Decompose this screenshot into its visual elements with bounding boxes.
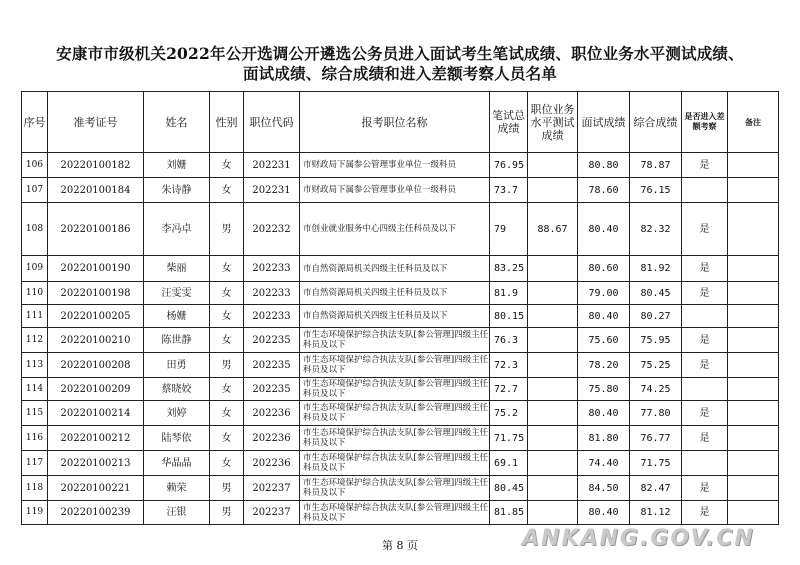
gender-cell: 男	[210, 203, 244, 256]
position-name-cell: 市生态环境保护综合执法支队[参公管理]四级主任科员及以下	[300, 451, 490, 476]
overall-score-cell: 80.27	[630, 305, 682, 328]
gender-cell: 男	[210, 476, 244, 501]
position-name-cell: 市生态环境保护综合执法支队[参公管理]四级主任科员及以下	[300, 401, 490, 426]
skill-score-cell	[528, 426, 578, 451]
table-row	[22, 451, 779, 476]
table-row	[22, 282, 779, 305]
position-name-cell: 市创业就业服务中心四级主任科员及以下	[300, 203, 490, 256]
remark-cell	[728, 426, 779, 451]
skill-score-cell	[528, 401, 578, 426]
document-title-line-1: 安康市市级机关2022年公开选调公开遴选公务员进入面试考生笔试成绩、职位业务水平测试成绩、	[56, 44, 744, 63]
remark-cell	[728, 476, 779, 501]
position-code-cell: 202232	[244, 203, 300, 256]
interview-score-cell: 80.40	[578, 501, 630, 525]
header-position-name: 报考职位名称	[300, 92, 490, 153]
skill-score-cell	[528, 501, 578, 525]
position-code-cell: 202236	[244, 451, 300, 476]
table-row	[22, 328, 779, 353]
gender-cell: 女	[210, 378, 244, 401]
name-cell: 田勇	[144, 353, 210, 378]
interview-score-cell: 80.80	[578, 153, 630, 178]
interview-score-cell: 75.80	[578, 378, 630, 401]
skill-score-cell	[528, 328, 578, 353]
enter-inspection-cell: 是	[682, 282, 728, 305]
interview-score-cell: 81.80	[578, 426, 630, 451]
name-cell: 杨姗	[144, 305, 210, 328]
table-row	[22, 476, 779, 501]
interview-score-cell: 80.40	[578, 305, 630, 328]
table-row	[22, 256, 779, 282]
interview-score-cell: 84.50	[578, 476, 630, 501]
skill-score-cell: 88.67	[528, 203, 578, 256]
interview-score-cell: 75.60	[578, 328, 630, 353]
remark-cell	[728, 501, 779, 525]
name-cell: 陈世静	[144, 328, 210, 353]
document-title-line-2: 面试成绩、综合成绩和进入差额考察人员名单	[242, 64, 557, 83]
exam-no-cell: 20220100214	[48, 401, 144, 426]
table-row	[22, 426, 779, 451]
interview-score-cell: 79.00	[578, 282, 630, 305]
gender-cell: 男	[210, 353, 244, 378]
remark-cell	[728, 178, 779, 203]
name-cell: 赖荣	[144, 476, 210, 501]
remark-cell	[728, 328, 779, 353]
gender-cell: 男	[210, 501, 244, 525]
position-name-cell: 市自然资源局机关四级主任科员及以下	[300, 305, 490, 328]
written-score-cell: 72.3	[490, 353, 528, 378]
gender-cell: 女	[210, 305, 244, 328]
skill-score-cell	[528, 282, 578, 305]
header-interview-score: 面试成绩	[578, 92, 630, 153]
name-cell: 刘姗	[144, 153, 210, 178]
name-cell: 汪银	[144, 501, 210, 525]
overall-score-cell: 76.77	[630, 426, 682, 451]
remark-cell	[728, 203, 779, 256]
written-score-cell: 71.75	[490, 426, 528, 451]
site-watermark: ANKANG.GOV.CN	[522, 526, 755, 551]
gender-cell: 女	[210, 282, 244, 305]
remark-cell	[728, 378, 779, 401]
interview-score-cell: 78.20	[578, 353, 630, 378]
exam-no-cell: 20220100190	[48, 256, 144, 282]
skill-score-cell	[528, 378, 578, 401]
gender-cell: 女	[210, 153, 244, 178]
table-row	[22, 203, 779, 256]
overall-score-cell: 71.75	[630, 451, 682, 476]
exam-no-cell: 20220100182	[48, 153, 144, 178]
name-cell: 华晶晶	[144, 451, 210, 476]
written-score-cell: 73.7	[490, 178, 528, 203]
name-cell: 汪雯雯	[144, 282, 210, 305]
written-score-cell: 81.9	[490, 282, 528, 305]
results-table	[21, 91, 779, 525]
remark-cell	[728, 353, 779, 378]
overall-score-cell: 81.92	[630, 256, 682, 282]
gender-cell: 女	[210, 401, 244, 426]
seq-cell: 110	[22, 282, 48, 305]
table-row	[22, 378, 779, 401]
exam-no-cell: 20220100209	[48, 378, 144, 401]
skill-score-cell	[528, 153, 578, 178]
remark-cell	[728, 451, 779, 476]
seq-cell: 106	[22, 153, 48, 178]
header-written-score: 笔试总成绩	[490, 92, 528, 153]
enter-inspection-cell: 是	[682, 501, 728, 525]
interview-score-cell: 80.40	[578, 401, 630, 426]
written-score-cell: 72.7	[490, 378, 528, 401]
skill-score-cell	[528, 476, 578, 501]
interview-score-cell: 80.60	[578, 256, 630, 282]
position-code-cell: 202231	[244, 178, 300, 203]
skill-score-cell	[528, 178, 578, 203]
header-name: 姓名	[144, 92, 210, 153]
enter-inspection-cell	[682, 451, 728, 476]
skill-score-cell	[528, 353, 578, 378]
position-code-cell: 202233	[244, 256, 300, 282]
position-code-cell: 202233	[244, 282, 300, 305]
position-code-cell: 202235	[244, 378, 300, 401]
header-seq: 序号	[22, 92, 48, 153]
enter-inspection-cell	[682, 378, 728, 401]
exam-no-cell: 20220100212	[48, 426, 144, 451]
table-row	[22, 153, 779, 178]
exam-no-cell: 20220100239	[48, 501, 144, 525]
seq-cell: 111	[22, 305, 48, 328]
exam-no-cell: 20220100186	[48, 203, 144, 256]
remark-cell	[728, 305, 779, 328]
position-code-cell: 202235	[244, 328, 300, 353]
table-body	[22, 153, 779, 525]
enter-inspection-cell: 是	[682, 401, 728, 426]
position-code-cell: 202236	[244, 426, 300, 451]
skill-score-cell	[528, 256, 578, 282]
table-row	[22, 178, 779, 203]
position-name-cell: 市生态环境保护综合执法支队[参公管理]四级主任科员及以下	[300, 501, 490, 525]
enter-inspection-cell: 是	[682, 153, 728, 178]
page-number: 第 8 页	[382, 539, 418, 552]
exam-no-cell: 20220100208	[48, 353, 144, 378]
position-name-cell: 市自然资源局机关四级主任科员及以下	[300, 282, 490, 305]
seq-cell: 115	[22, 401, 48, 426]
header-exam-no: 准考证号	[48, 92, 144, 153]
header-remark: 备注	[728, 92, 779, 153]
skill-score-cell	[528, 305, 578, 328]
exam-no-cell: 20220100210	[48, 328, 144, 353]
seq-cell: 109	[22, 256, 48, 282]
header-overall-score: 综合成绩	[630, 92, 682, 153]
written-score-cell: 76.95	[490, 153, 528, 178]
interview-score-cell: 78.60	[578, 178, 630, 203]
overall-score-cell: 81.12	[630, 501, 682, 525]
gender-cell: 女	[210, 328, 244, 353]
position-code-cell: 202236	[244, 401, 300, 426]
name-cell: 柴丽	[144, 256, 210, 282]
overall-score-cell: 82.47	[630, 476, 682, 501]
overall-score-cell: 75.25	[630, 353, 682, 378]
position-name-cell: 市生态环境保护综合执法支队[参公管理]四级主任科员及以下	[300, 378, 490, 401]
position-name-cell: 市自然资源局机关四级主任科员及以下	[300, 256, 490, 282]
position-code-cell: 202233	[244, 305, 300, 328]
written-score-cell: 83.25	[490, 256, 528, 282]
overall-score-cell: 78.87	[630, 153, 682, 178]
table-row	[22, 401, 779, 426]
overall-score-cell: 82.32	[630, 203, 682, 256]
written-score-cell: 75.2	[490, 401, 528, 426]
enter-inspection-cell: 是	[682, 203, 728, 256]
enter-inspection-cell: 是	[682, 328, 728, 353]
seq-cell: 118	[22, 476, 48, 501]
skill-score-cell	[528, 451, 578, 476]
gender-cell: 女	[210, 178, 244, 203]
name-cell: 李冯卓	[144, 203, 210, 256]
position-name-cell: 市生态环境保护综合执法支队[参公管理]四级主任科员及以下	[300, 353, 490, 378]
position-name-cell: 市生态环境保护综合执法支队[参公管理]四级主任科员及以下	[300, 476, 490, 501]
enter-inspection-cell	[682, 305, 728, 328]
overall-score-cell: 80.45	[630, 282, 682, 305]
overall-score-cell: 75.95	[630, 328, 682, 353]
enter-inspection-cell: 是	[682, 353, 728, 378]
seq-cell: 119	[22, 501, 48, 525]
overall-score-cell: 74.25	[630, 378, 682, 401]
table-row	[22, 501, 779, 525]
exam-no-cell: 20220100198	[48, 282, 144, 305]
position-code-cell: 202235	[244, 353, 300, 378]
header-skill-score: 职位业务水平测试成绩	[528, 92, 578, 153]
enter-inspection-cell: 是	[682, 426, 728, 451]
table-header-row	[22, 92, 779, 153]
enter-inspection-cell: 是	[682, 476, 728, 501]
written-score-cell: 80.15	[490, 305, 528, 328]
enter-inspection-cell	[682, 178, 728, 203]
enter-inspection-cell: 是	[682, 256, 728, 282]
written-score-cell: 76.3	[490, 328, 528, 353]
written-score-cell: 81.85	[490, 501, 528, 525]
header-gender: 性别	[210, 92, 244, 153]
written-score-cell: 80.45	[490, 476, 528, 501]
position-code-cell: 202231	[244, 153, 300, 178]
exam-no-cell: 20220100221	[48, 476, 144, 501]
gender-cell: 女	[210, 426, 244, 451]
written-score-cell: 79	[490, 203, 528, 256]
name-cell: 陆琴依	[144, 426, 210, 451]
overall-score-cell: 76.15	[630, 178, 682, 203]
header-position-code: 职位代码	[244, 92, 300, 153]
table-row	[22, 305, 779, 328]
table-row	[22, 353, 779, 378]
interview-score-cell: 80.40	[578, 203, 630, 256]
position-name-cell: 市生态环境保护综合执法支队[参公管理]四级主任科员及以下	[300, 426, 490, 451]
exam-no-cell: 20220100205	[48, 305, 144, 328]
exam-no-cell: 20220100213	[48, 451, 144, 476]
seq-cell: 117	[22, 451, 48, 476]
name-cell: 朱诗静	[144, 178, 210, 203]
seq-cell: 114	[22, 378, 48, 401]
seq-cell: 116	[22, 426, 48, 451]
position-name-cell: 市财政局下属参公管理事业单位一级科员	[300, 178, 490, 203]
seq-cell: 113	[22, 353, 48, 378]
gender-cell: 女	[210, 256, 244, 282]
name-cell: 蔡晓姣	[144, 378, 210, 401]
seq-cell: 107	[22, 178, 48, 203]
written-score-cell: 69.1	[490, 451, 528, 476]
position-code-cell: 202237	[244, 501, 300, 525]
gender-cell: 女	[210, 451, 244, 476]
seq-cell: 108	[22, 203, 48, 256]
interview-score-cell: 74.40	[578, 451, 630, 476]
position-name-cell: 市财政局下属参公管理事业单位一级科员	[300, 153, 490, 178]
position-name-cell: 市生态环境保护综合执法支队[参公管理]四级主任科员及以下	[300, 328, 490, 353]
name-cell: 刘婷	[144, 401, 210, 426]
remark-cell	[728, 153, 779, 178]
remark-cell	[728, 256, 779, 282]
overall-score-cell: 77.80	[630, 401, 682, 426]
seq-cell: 112	[22, 328, 48, 353]
remark-cell	[728, 401, 779, 426]
header-enter-inspection: 是否进入差额考察	[682, 92, 728, 153]
remark-cell	[728, 282, 779, 305]
exam-no-cell: 20220100184	[48, 178, 144, 203]
position-code-cell: 202237	[244, 476, 300, 501]
